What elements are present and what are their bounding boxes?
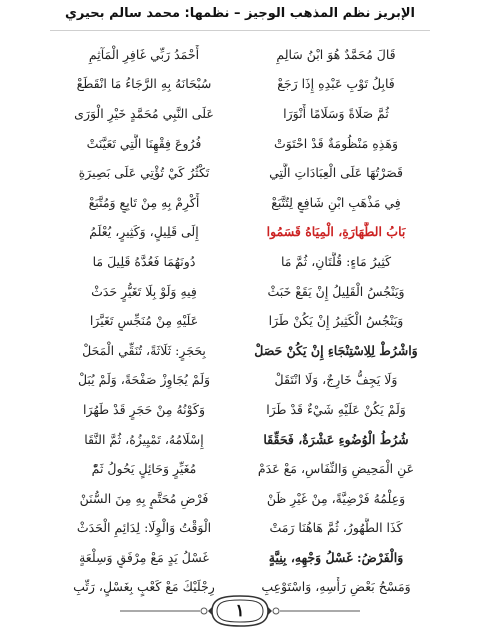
verse-first-hemistich: وَعِلْمُهُ فَرْضِيَّةً، مِنْ غَيْرِ ظَنْ (266, 490, 406, 506)
verse-second-hemistich: فِيهِ وَلَوْ بِلَا تَغَيُّرٍ حَدَثْ (91, 283, 197, 299)
verse-second-hemistich: أَحْمَدُ رَبِّي غَافِرِ الْمَآثِمِ (88, 46, 200, 62)
verse-row (60, 277, 420, 307)
verse-first-hemistich: بَابُ الطَّهَارَةِ، الْمِيَاهُ قَسَمُوا (266, 224, 406, 240)
verse-first-hemistich: وَاشْرُطْ لِلِاسْتِنْجَاءِ إِنْ يَكُنْ حَصَلْ (254, 342, 418, 358)
verse-row (60, 158, 420, 188)
verse-row (60, 218, 420, 248)
verse-row (60, 247, 420, 277)
verse-row (60, 543, 420, 573)
verse-second-hemistich: بِحَجَرٍ: ثَلَاثَةً، تُنَقِّي الْمَحَلْ (82, 342, 206, 358)
verse-first-hemistich: وَالْفَرْضُ: غَسْلُ وَجْهِهِ، بِنِيَّةٍ (268, 549, 404, 565)
verse-row (60, 514, 420, 544)
verse-second-hemistich: سُبْحَانَهُ بِهِ الرَّجَاءُ مَا انْقَطَعْ (76, 76, 212, 92)
verse-first-hemistich: فِي مَذْهَبِ ابْنِ شَافِعٍ لِتُتَّبَعْ (271, 194, 401, 210)
verse-first-hemistich: عَنِ الْمَحِيضِ وَالنِّفَاسِ، مَعْ عَدَمْ (257, 461, 415, 477)
verse-second-hemistich: وَلَمْ يُجَاوِزْ صَفْحَةً، وَلَمْ يُبَلْ (77, 372, 211, 388)
verse-row (60, 395, 420, 425)
verse-row (60, 454, 420, 484)
verse-first-hemistich: وَلَمْ يَكُنْ عَلَيْهِ شَيْءٌ قَدْ طَرَا (266, 401, 406, 417)
verse-first-hemistich: وَهَذِهِ مَنْظُومَةٌ قَدْ احْتَوَتْ (274, 135, 398, 151)
verse-first-hemistich: وَيَنْجُسُ الْكَثِيرُ إِنْ يَكُنْ طَرَا (268, 313, 404, 329)
verse-first-hemistich: قَالَ مُحَمَّدٌ هُوَ ابْنُ سَالِمِ (276, 46, 396, 62)
verse-second-hemistich: فُرُوعَ فِقْهِنَا الَّتِي تَعَيَّنَتْ (86, 135, 202, 151)
verse-second-hemistich: غَسْلُ يَدٍ مَعْ مِرْفَقٍ وَسِلْعَةٍ (79, 549, 209, 565)
verse-row (60, 70, 420, 100)
verse-first-hemistich: كَثِيرُ مَاءٍ: قُلَّتَانِ، ثُمَّ مَا (280, 253, 392, 269)
verse-first-hemistich: وَلَا يَجِفُّ خَارِجٌ، وَلَا انْتَقَلْ (274, 372, 398, 388)
verse-row (60, 425, 420, 455)
verse-row (60, 129, 420, 159)
verse-row (60, 306, 420, 336)
page-header (0, 6, 480, 21)
page-footer-ornament (120, 594, 360, 628)
header-rule (50, 30, 430, 31)
verse-second-hemistich: وَكَوْنُهُ مِنْ حَجَرٍ قَدْ طَهُرَا (82, 401, 206, 417)
verse-second-hemistich: إِسْلَامُهُ، تَمْيِيزُهُ، ثُمَّ النَّقَا (84, 431, 204, 447)
verse-first-hemistich: كَذَا الطَّهُورُ، ثُمَّ هَاهُنَا رَمَتْ (269, 520, 403, 536)
verse-row (60, 99, 420, 129)
verse-second-hemistich: الْوَقْتُ وَالْوِلَا: لِدَائِمِ الْحَدَثْ (76, 520, 212, 536)
verse-second-hemistich: أَكْرِمْ بِهِ مِنْ تَابِعٍ وَمُتَّبَعْ (88, 194, 200, 210)
verse-first-hemistich: قَصَرْتُهَا عَلَى الْعِبَادَاتِ الَّتِي (269, 165, 403, 181)
book-title: الإبريز نظم المذهب الوجيز – نظمها: محمد سالم بحيري (65, 6, 415, 21)
verse-row (60, 366, 420, 396)
verse-second-hemistich: رِجْلَيْكَ مَعْ كَعْبٍ بِغَسْلٍ، رَتِّبِ (73, 579, 215, 595)
verse-row (60, 484, 420, 514)
verse-second-hemistich: مُغَيِّرٍ وَحَائِلٍ يَحُولُ ثَمّْ (91, 461, 197, 477)
verse-first-hemistich: شُرُطُ الْوُضُوءِ عَشْرَةٌ، فَحَقِّقَا (263, 431, 409, 447)
verse-row (60, 40, 420, 70)
verse-first-hemistich: وَيَنْجُسُ الْقَلِيلُ إِنْ يَقَعْ خَبَثْ (267, 283, 405, 299)
verse-second-hemistich: تَكْثُرُ كَيْ تُؤْتِي عَلَى بَصِيرَةِ (78, 165, 210, 181)
verse-row (60, 336, 420, 366)
verse-second-hemistich: عَلَى النَّبِي مُحَمَّدٍ خَيْرِ الْوَرَى (74, 105, 214, 121)
verse-first-hemistich: وَمَسْحُ بَعْضِ رَأْسِهِ، وَاسْتَوْعِبِ (261, 579, 411, 595)
verse-second-hemistich: إِلَى قَلِيلٍ، وَكَثِيرٍ، يُعْلَمُ (89, 224, 199, 240)
verse-first-hemistich: ثُمَّ صَلَاةً وَسَلَامًا أَنْوَرَا (283, 105, 389, 121)
verse-second-hemistich: دُونَهُمَا فَعُدَّهُ قَلِيلَ مَا (92, 253, 196, 269)
poem-body (60, 40, 420, 602)
verse-row (60, 188, 420, 218)
verse-first-hemistich: فَابِلُ تَوْبِ عَبْدِهِ إِذَا رَجَعْ (277, 76, 395, 92)
verse-second-hemistich: فَرْضٍ مُحَتَّمٍ بِهِ مِنَ السُّنَنْ (79, 490, 209, 506)
verse-second-hemistich: عَلَيْهِ مِنْ مُنَجِّسٍ تَغَيَّرَا (89, 313, 199, 329)
page-number: ١ (235, 601, 245, 621)
